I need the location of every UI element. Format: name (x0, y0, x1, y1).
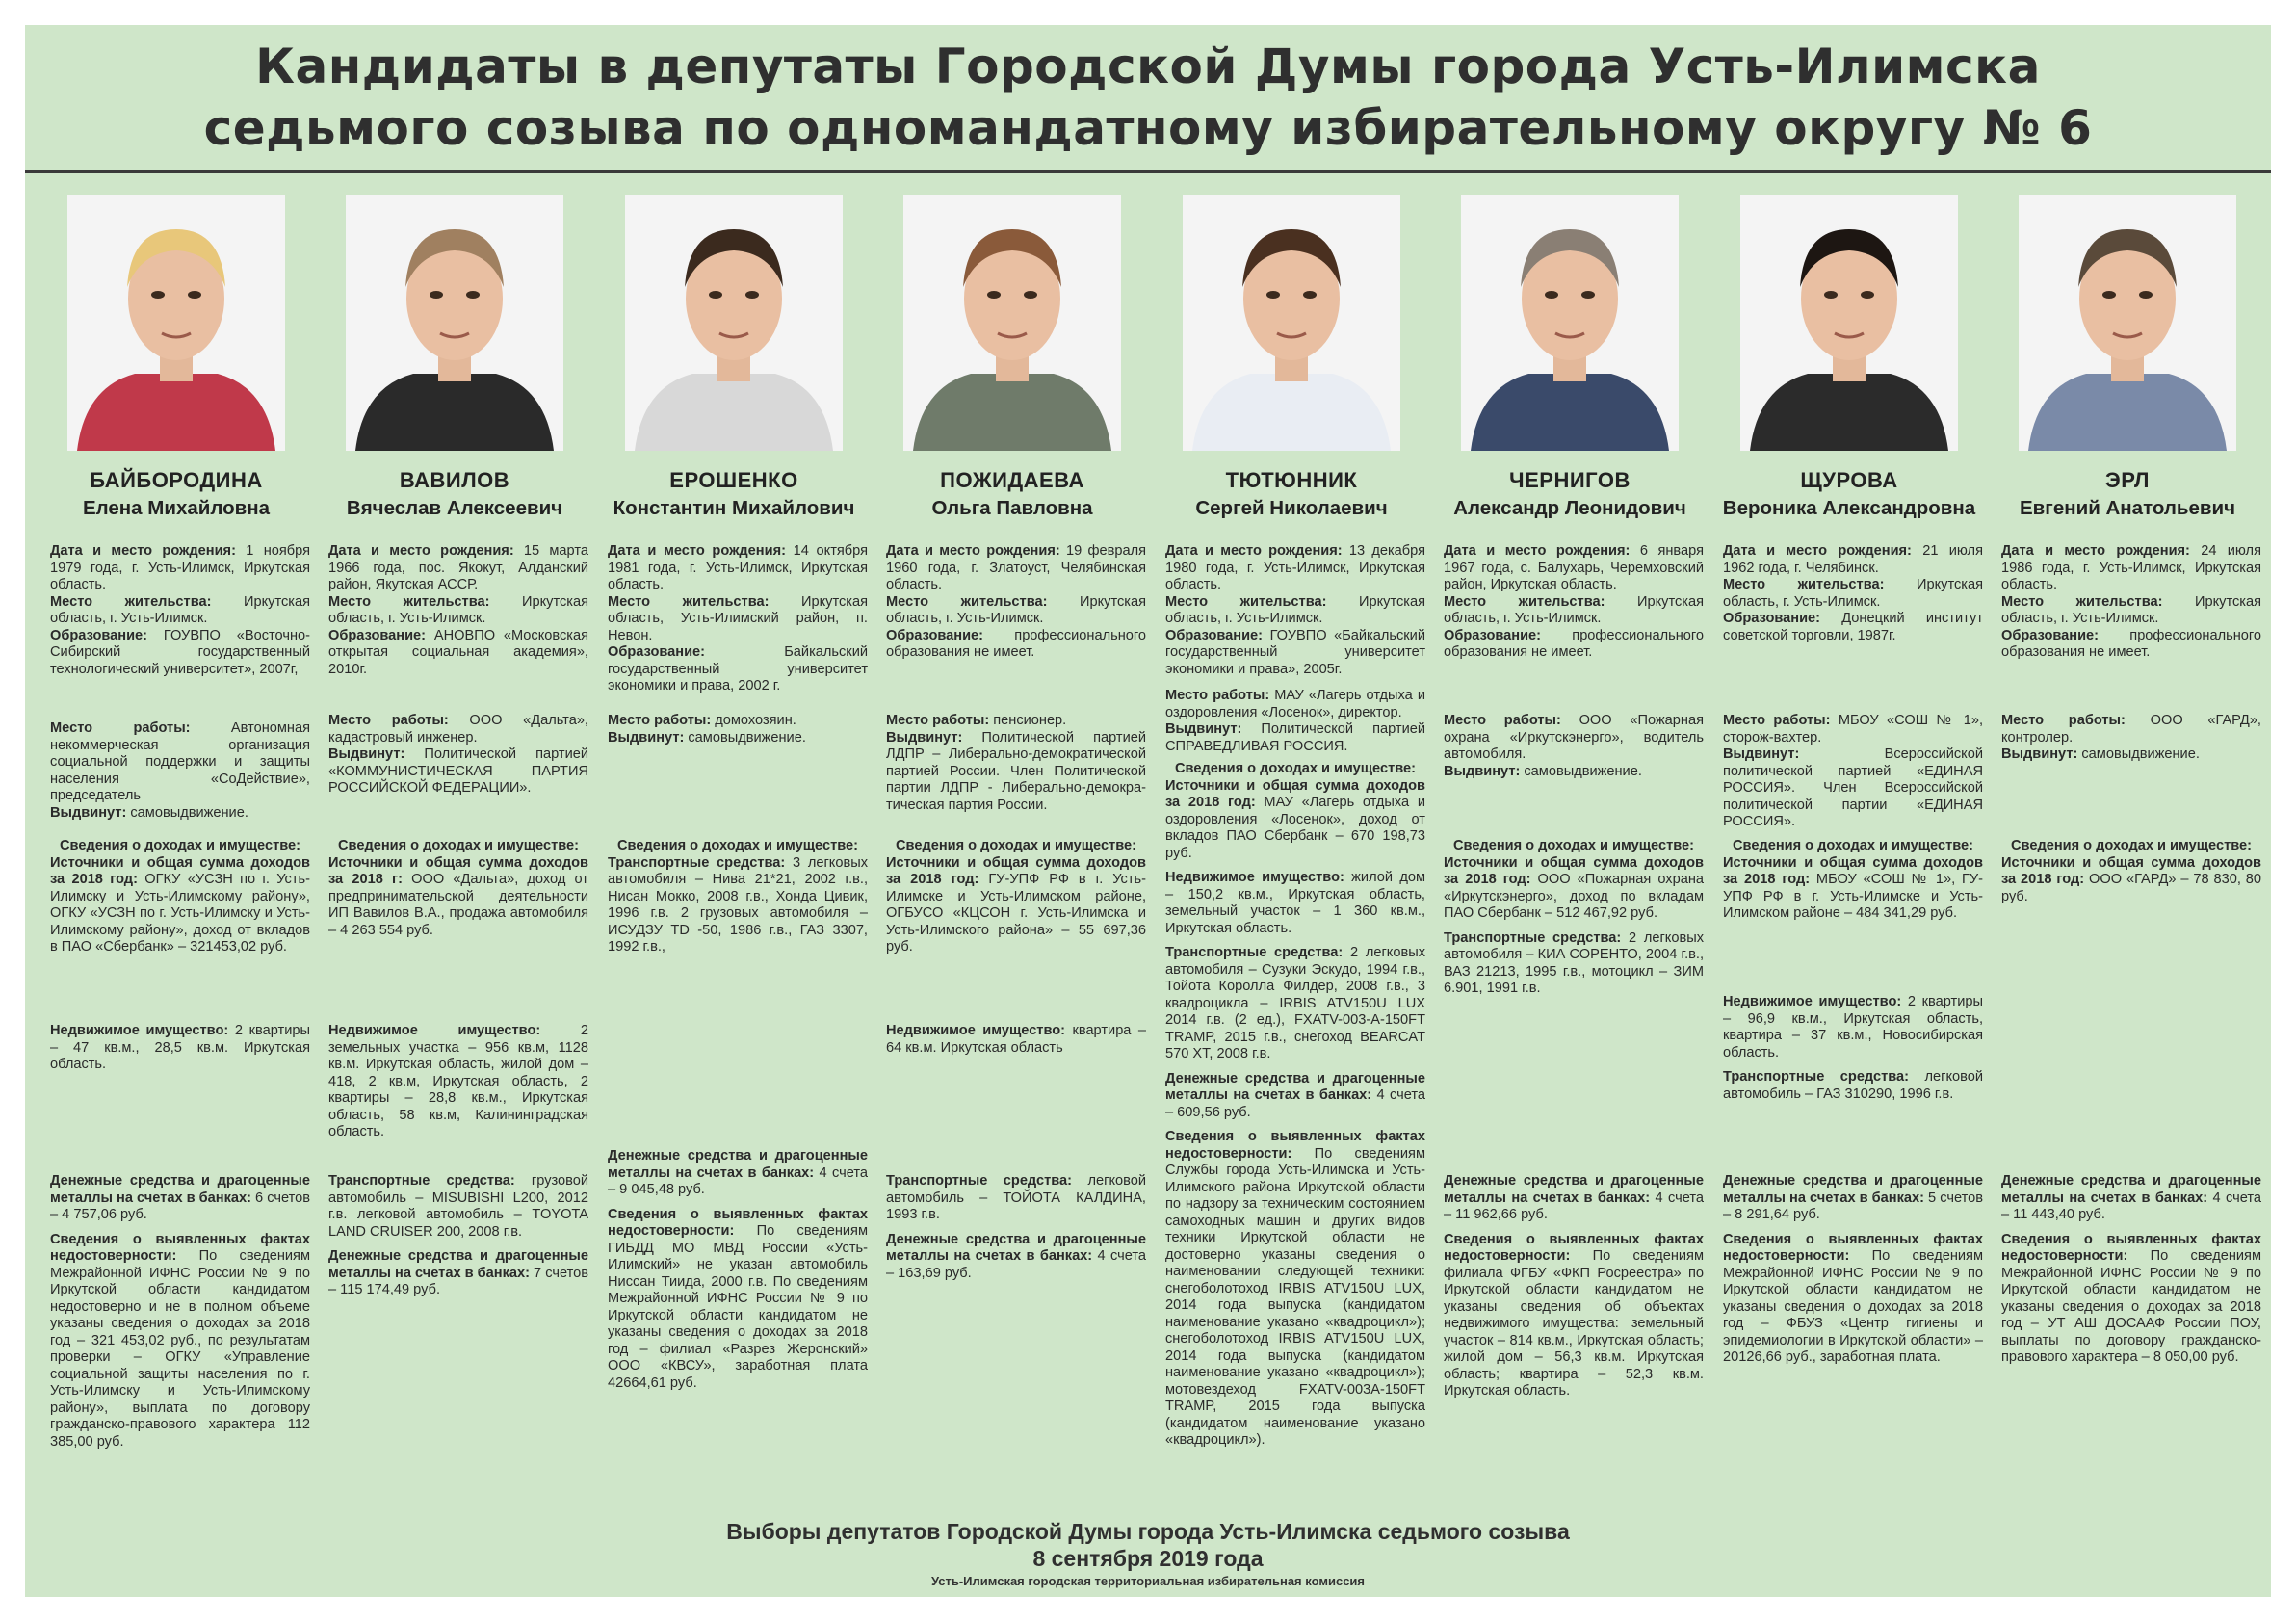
fact-label: Место жительства: (50, 593, 212, 610)
candidate-income-block (328, 838, 588, 939)
fact-label: Денежные средства и драгоценные металлы на счетах в банках: (1165, 1070, 1425, 1103)
candidate-income-block (2001, 838, 2261, 905)
candidate-income-block (608, 838, 868, 956)
candidate-fact (1165, 945, 1425, 1063)
candidate-fact (886, 1232, 1146, 1283)
fact-label: Недвижимое имущество: (50, 1023, 229, 1038)
fact-text: 19 февраля 1960 года, г. Златоуст, Челябинская область. (886, 543, 1146, 592)
candidate-bio-block (328, 543, 588, 678)
candidate-income-block (50, 838, 310, 956)
fact-text: 24 июля 1986 года, г. Усть-Илимск, Иркутская область. (2001, 543, 2261, 592)
fact-text: Иркутская область, г. Усть-Илимск. (886, 593, 1146, 626)
candidate-fact (50, 543, 310, 594)
candidate-fact (1444, 930, 1704, 998)
fact-label: Место жительства: (1723, 577, 1885, 592)
fact-label: Выдвинут: (608, 729, 685, 746)
candidate-bio-block (50, 543, 310, 678)
candidate-fact (1444, 713, 1704, 764)
candidate-fact (608, 1207, 868, 1393)
fact-label: Дата и место рождения: (1723, 543, 1912, 559)
fact-text: ОГКУ «УСЗН по г. Усть-Илимску и Усть-Илимскому району», ОГКУ «УСЗН по г. Усть-Илимску и Усть-Илимскому району», доход от вкладов в ПАО «Сбербанк» – 321453,02 руб. (50, 872, 310, 955)
candidate-work-block (2001, 713, 2261, 764)
candidate-fact (1165, 1129, 1425, 1450)
fact-label: Место жительства: (2001, 593, 2163, 610)
fact-text: Всероссийской политической партией «ЕДИНАЯ РОССИЯ». Член Всероссийской политической партии «ЕДИНАЯ РОССИЯ». (1723, 746, 1983, 829)
fact-label: Образование: (1165, 627, 1264, 643)
candidate-property-block (50, 1023, 310, 1074)
candidate-income-block (1444, 838, 1704, 998)
candidate-work-block (1165, 688, 1425, 755)
fact-text: пенсионер. (989, 713, 1067, 728)
candidate-money-block (1723, 1173, 1983, 1367)
poster-title-line1: Кандидаты в депутаты Городской Думы города Усть-Илимска (255, 39, 2041, 94)
fact-label: Место жительства: (608, 593, 770, 610)
candidate-fact (1723, 855, 1983, 923)
candidate-fact (1165, 1071, 1425, 1122)
fact-label: Источники и общая сумма доходов за 2018 год: (2001, 854, 2261, 887)
fact-text: профессионального образования не имеет. (1444, 627, 1704, 660)
candidate-photo (1740, 195, 1958, 451)
fact-text: По сведениям филиала ФГБУ «ФКП Росреестра» по Иркутской области кандидатом не указаны сведения об объектах недвижимого имущества: земельный участок – 814 кв.м., Иркутская область; жилой дом – 56,3 кв.м. Иркутская область; квартира – 52,3 кв.м. Иркутская область. (1444, 1248, 1704, 1399)
fact-text: жилой дом – 150,2 кв.м., Иркутская область, земельный участок – 1 360 кв.м., Иркутская область. (1165, 870, 1425, 936)
fact-label: Выдвинут: (1444, 763, 1521, 779)
fact-label: Дата и место рождения: (2001, 543, 2190, 559)
fact-text: ООО «Пожарная охрана «Иркутскэнерго», водитель автомобиля. (1444, 713, 1704, 762)
fact-label: Источники и общая сумма доходов за 2018 год: (50, 854, 310, 887)
fact-label: Дата и место рождения: (328, 543, 514, 559)
fact-text: 6 января 1967 года, с. Балухарь, Черемховский район, Иркутская область. (1444, 543, 1704, 592)
fact-text: самовыдвижение. (126, 804, 248, 821)
candidate-fact (1165, 594, 1425, 628)
candidate-given-name: Евгений Анатольевич (2020, 497, 2235, 519)
fact-text: самовыдвижение. (2077, 746, 2200, 762)
fact-text: ООО «Дальта», кадастровый инженер. (328, 713, 588, 746)
candidate-photo (903, 195, 1121, 451)
candidate-surname: ВАВИЛОВ (399, 468, 510, 492)
fact-text: 4 счета – 9 045,48 руб. (608, 1164, 869, 1197)
candidate-surname: ЭРЛ (2105, 468, 2150, 492)
fact-text: 7 счетов – 115 174,49 руб. (328, 1265, 588, 1297)
fact-text: 2 легковых автомобиля – КИА СОРЕНТО, 2004 г.в., ВАЗ 21213, 1995 г.в., мотоцикл – ЗИМ 6.901, 1991 г.в. (1444, 929, 1704, 996)
candidate-fact (1165, 721, 1425, 755)
fact-label: Дата и место рождения: (886, 543, 1060, 559)
fact-text: Донецкий институт советской торговли, 1987г. (1723, 611, 1983, 643)
candidate-fact (1444, 764, 1704, 781)
candidate-work-block (50, 720, 310, 822)
candidate-photo (67, 195, 285, 451)
fact-label: Выдвинут: (1165, 721, 1242, 737)
candidate-money-block (50, 1173, 310, 1451)
fact-text: 4 счета – 11 443,40 руб. (2001, 1190, 2262, 1222)
fact-label: Недвижимое имущество: (886, 1023, 1066, 1038)
candidate-card (42, 195, 310, 1533)
candidate-photo (2019, 195, 2236, 451)
fact-text: 2 легковых автомобиля – Сузуки Эскудо, 1994 г.в., Тойота Королла Филдер, 2008 г.в., 3 квадроцикла – IRBIS ATV150U LUX 2014 г.в. (2 ед.), FXATV-003-A-150FT TRAMP, 2015 г.в., снегоход BEARCAT 570 XT, 2008 г.в. (1165, 945, 1425, 1061)
poster-title-line2: седьмого созыва по одномандатному избирательному округу № 6 (203, 100, 2093, 156)
candidate-given-name: Константин Михайлович (613, 497, 855, 519)
candidate-fact (50, 855, 310, 956)
fact-label: Дата и место рождения: (1444, 543, 1631, 559)
candidate-fact (608, 730, 868, 747)
fact-text: Автономная некоммерческая организация социальной поддержки и защиты населения «СоДействие», председатель (50, 720, 310, 803)
fact-text: По сведениям ГИБДД МО МВД России «Усть-Илимский» не указан автомобиль Ниссан Тиида, 2000 г.в. По сведениям Межрайонной ИФНС России № 9 по Иркутской области кандидатом не указаны сведения о доходах за 2018 год – филиал «Разрез Жеронский» ООО «КВСУ», заработная плата 42664,61 руб. (608, 1223, 868, 1391)
income-heading: Сведения о доходах и имуществе: (896, 838, 1136, 853)
fact-label: Транспортные средства: (886, 1173, 1073, 1189)
fact-text: ООО «Пожарная охрана «Иркутскэнерго», доход по вкладам ПАО Сбербанк – 512 467,92 руб. (1444, 872, 1704, 921)
fact-text: Иркутская область, г. Усть-Илимск. (1165, 593, 1425, 626)
candidate-fact (1444, 1232, 1704, 1400)
candidate-fact (328, 543, 588, 594)
fact-label: Выдвинут: (50, 804, 127, 821)
candidate-fact (50, 720, 310, 805)
candidate-fact (328, 713, 588, 746)
fact-text: ООО «ГАРД», контролер. (2001, 713, 2261, 746)
fact-text: Иркутская область, г. Усть-Илимск. (50, 593, 310, 626)
candidate-photo (1183, 195, 1400, 451)
candidate-fact (2001, 594, 2261, 628)
candidate-fact (886, 543, 1146, 594)
income-heading: Сведения о доходах и имуществе: (60, 838, 300, 853)
fact-label: Денежные средства и драгоценные металлы на счетах в банках: (608, 1148, 868, 1181)
fact-label: Место работы: (50, 720, 191, 736)
fact-label: Сведения о выявленных фактах недостоверности: (1444, 1231, 1704, 1264)
candidate-surname: ПОЖИДАЕВА (940, 468, 1084, 492)
candidate-bio-block (1444, 543, 1704, 662)
fact-label: Сведения о выявленных фактах недостоверности: (1723, 1231, 1983, 1264)
candidate-fact (50, 628, 310, 679)
fact-text: грузовой автомобиль – MISUBISHI L200, 2012 г.в. легковой автомобиль – TOYOTA LAND CRUISER 200, 2008 г.в. (328, 1173, 588, 1240)
fact-label: Денежные средства и драгоценные металлы на счетах в банках: (50, 1173, 310, 1206)
fact-label: Образование: (328, 627, 427, 643)
fact-label: Транспортные средства: (1444, 929, 1622, 946)
candidate-fact (1444, 628, 1704, 662)
fact-label: Недвижимое имущество: (1723, 994, 1902, 1009)
candidate-photo (1461, 195, 1679, 451)
fact-text: квартира – 64 кв.м. Иркутская область (886, 1023, 1146, 1056)
candidate-fact (2001, 1173, 2261, 1224)
fact-label: Выдвинут: (886, 729, 963, 746)
fact-label: Место жительства: (886, 593, 1048, 610)
candidate-fact (328, 1023, 588, 1141)
candidate-property-block (1723, 994, 1983, 1103)
income-heading: Сведения о доходах и имуществе: (1733, 838, 1973, 853)
candidate-fact (2001, 713, 2261, 746)
candidate-work-block (608, 713, 868, 746)
candidate-fact (1723, 1069, 1983, 1103)
fact-text: Иркутская область, г. Усть-Илимск. (328, 593, 588, 626)
candidate-bio-block (1723, 543, 1983, 644)
candidate-fact (886, 713, 1146, 730)
candidate-fact (2001, 628, 2261, 662)
candidate-fact (608, 1148, 868, 1199)
fact-label: Недвижимое имущество: (328, 1023, 541, 1038)
candidate-card (1158, 195, 1425, 1533)
fact-text: профессионального образования не имеет. (2001, 627, 2261, 660)
candidate-given-name: Ольга Павловна (931, 497, 1093, 519)
fact-text: 2 земельных участка – 956 кв.м, 1128 кв.м. Иркутская область, жилой дом – 418, 2 кв.м, Иркутская область, 2 квартиры – 28,8 кв.м., Иркутская область, 58 кв.м, Калининградская область. (328, 1023, 588, 1139)
fact-label: Выдвинут: (1723, 746, 1800, 762)
candidate-income-block (1165, 761, 1425, 1450)
candidate-money-block (608, 1148, 868, 1392)
candidate-given-name: Александр Леонидович (1453, 497, 1686, 519)
candidate-fact (1723, 1173, 1983, 1224)
candidate-fact (1165, 870, 1425, 937)
fact-text: 6 счетов – 4 757,06 руб. (50, 1190, 310, 1222)
fact-text: Политической партией ЛДПР – Либерально-демократической партией России. Член Политической партии ЛДПР - Либерально-демокра-тическая партия России. (886, 729, 1146, 813)
fact-label: Образование: (1444, 627, 1542, 643)
footer-commission: Усть-Илимская городская территориальная избирательная комиссия (930, 1574, 1366, 1588)
candidate-fact (1444, 543, 1704, 594)
income-heading: Сведения о доходах и имуществе: (338, 838, 579, 853)
footer-line2: 8 сентября 2019 года (1032, 1546, 1264, 1571)
candidate-fact (886, 1023, 1146, 1057)
fact-label: Место работы: (2001, 713, 2126, 728)
fact-label: Источники и общая сумма доходов за 2018 год: (886, 854, 1146, 887)
fact-label: Место жительства: (1165, 593, 1327, 610)
fact-label: Источники и общая сумма доходов за 2018 год: (1723, 854, 1983, 887)
candidate-fact (328, 594, 588, 628)
fact-label: Дата и место рождения: (608, 543, 786, 559)
candidate-photo (346, 195, 563, 451)
fact-label: Источники и общая сумма доходов за 2018 г: (328, 854, 588, 887)
candidate-fact (328, 1173, 588, 1241)
fact-text: ГУ-УПФ РФ в г. Усть-Илимске и Усть-Илимском районе, ОГБУСО «КЦСОН г. Усть-Илимска и Усть-Илимского района» – 55 697,36 руб. (886, 872, 1146, 955)
candidate-money-block (328, 1173, 588, 1299)
fact-label: Образование: (1723, 611, 1821, 626)
fact-text: МБОУ «СОШ № 1», сторож-вахтер. (1723, 713, 1983, 746)
candidate-fact (1165, 778, 1425, 863)
fact-text: домохозяин. (711, 713, 796, 728)
candidate-fact (1444, 594, 1704, 628)
fact-text: профессионального образования не имеет. (886, 627, 1146, 660)
fact-text: Иркутская область, Усть-Илимский район, п. Невон. (608, 593, 868, 643)
fact-label: Место работы: (886, 713, 990, 728)
fact-label: Денежные средства и драгоценные металлы на счетах в банках: (328, 1248, 588, 1281)
candidate-fact (886, 730, 1146, 815)
fact-text: Политической партией «КОММУНИСТИЧЕСКАЯ ПАРТИЯ РОССИЙСКОЙ ФЕДЕРАЦИИ». (328, 746, 588, 796)
candidate-fact (328, 628, 588, 679)
candidate-fact (50, 805, 310, 823)
candidate-fact (50, 594, 310, 628)
candidate-fact (1723, 994, 1983, 1061)
fact-text: 13 декабря 1980 года, г. Усть-Илимск, Иркутская область. (1165, 543, 1425, 592)
candidate-fact (2001, 543, 2261, 594)
fact-text: 1 ноября 1979 года, г. Усть-Илимск, Иркутская область. (50, 543, 310, 592)
fact-text: 4 счета – 163,69 руб. (886, 1248, 1147, 1281)
fact-label: Источники и общая сумма доходов за 2018 год: (1444, 854, 1704, 887)
fact-text: Политической партией СПРАВЕДЛИВАЯ РОССИЯ. (1165, 721, 1425, 754)
candidate-card (321, 195, 588, 1533)
candidate-fact (1723, 713, 1983, 746)
fact-text: Иркутская область, г. Усть-Илимск. (1723, 577, 1983, 610)
fact-label: Образование: (50, 627, 148, 643)
candidate-fact (2001, 855, 2261, 906)
fact-label: Место работы: (1723, 713, 1831, 728)
candidate-fact (50, 1023, 310, 1074)
fact-text: 2 квартиры – 47 кв.м., 28,5 кв.м. Иркутская область. (50, 1023, 310, 1072)
fact-text: ГОУВПО «Байкальский государственный университет экономики и права», 2005г. (1165, 627, 1425, 677)
candidate-fact (608, 855, 868, 956)
candidate-work-block (886, 713, 1146, 814)
fact-label: Дата и место рождения: (1165, 543, 1343, 559)
candidate-card (1715, 195, 1983, 1533)
candidate-surname: ТЮТЮННИК (1225, 468, 1358, 492)
income-heading: Сведения о доходах и имуществе: (1453, 838, 1694, 853)
candidate-fact (1723, 746, 1983, 831)
candidate-photo (625, 195, 843, 451)
candidate-fact (328, 1248, 588, 1299)
candidate-fact (1165, 628, 1425, 679)
fact-text: МАУ «Лагерь отдыха и оздоровления «Лосенок», доход от вкладов ПАО Сбербанк – 670 198,73 руб. (1165, 795, 1426, 861)
fact-text: Иркутская область, г. Усть-Илимск. (1444, 593, 1704, 626)
candidate-bio-block (886, 543, 1146, 662)
fact-label: Сведения о выявленных фактах недостоверности: (50, 1231, 310, 1264)
candidate-given-name: Вячеслав Алексеевич (346, 497, 563, 519)
candidate-fact (1723, 611, 1983, 644)
fact-text: Байкальский государственный университет экономики и права, 2002 г. (608, 644, 868, 693)
candidate-card (1994, 195, 2261, 1533)
fact-label: Выдвинут: (328, 746, 405, 762)
fact-label: Транспортные средства: (608, 854, 786, 871)
fact-label: Место работы: (608, 713, 712, 728)
candidate-work-block (1444, 713, 1704, 780)
candidate-given-name: Сергей Николаевич (1195, 497, 1388, 519)
candidate-bio-block (608, 543, 868, 695)
fact-label: Место работы: (1165, 688, 1270, 703)
candidate-fact (1723, 1232, 1983, 1367)
fact-text: 3 легковых автомобиля – Нива 21*21, 2002 г.в., Нисан Мокко, 2008 г.в., Хонда Цивик, 1996 г.в. 2 грузовых автомобиля – ИСУДЗУ TD -50, 1986 г.в., ГАЗ 3307, 1992 г.в., (608, 854, 868, 955)
candidate-fact (608, 644, 868, 695)
fact-text: 15 марта 1966 года, пос. Якокут, Алданский район, Якутская АССР. (328, 543, 588, 592)
fact-text: АНОВПО «Московская открытая социальная академия», 2010г. (328, 627, 588, 677)
fact-text: легковой автомобиль – ГАЗ 310290, 1996 г.в. (1723, 1069, 1983, 1102)
candidate-surname: БАЙБОРОДИНА (90, 468, 263, 492)
poster (25, 25, 2271, 1597)
fact-label: Дата и место рождения: (50, 543, 236, 559)
candidate-money-block (1444, 1173, 1704, 1400)
fact-text: По сведениям Межрайонной ИФНС России № 9 по Иркутской области кандидатом не указаны сведения о доходах за 2018 год – ФБУЗ «Центр гигиены и эпидемиологии в Иркутской области» – 20126,66 руб., заработная плата. (1723, 1248, 1983, 1365)
fact-label: Образование: (2001, 627, 2100, 643)
candidate-fact (886, 1173, 1146, 1224)
fact-label: Сведения о выявленных фактах недостоверности: (608, 1206, 868, 1239)
fact-text: 2 квартиры – 96,9 кв.м., Иркутская область, квартира – 37 кв.м., Новосибирская область. (1723, 994, 1983, 1060)
fact-label: Образование: (886, 627, 984, 643)
fact-label: Место работы: (1444, 713, 1561, 728)
candidate-fact (1165, 543, 1425, 594)
fact-label: Место работы: (328, 713, 449, 728)
fact-label: Место жительства: (1444, 593, 1605, 610)
fact-text: По сведениям Межрайонной ИФНС России № 9 по Иркутской области кандидатом не указаны сведения о доходах за 2018 год – УТ АШ ДОСААФ России ПОУ, выплаты по договору гражданско-правового характера – 8 050,00 руб. (2001, 1248, 2261, 1365)
fact-label: Транспортные средства: (328, 1173, 515, 1189)
candidate-bio-block (1165, 543, 1425, 678)
candidate-income-block (886, 838, 1146, 956)
fact-text: самовыдвижение. (684, 729, 806, 746)
fact-text: 21 июля 1962 года, г. Челябинск. (1723, 543, 1983, 576)
candidate-fact (886, 628, 1146, 662)
candidate-fact (1165, 688, 1425, 721)
poster-header (25, 25, 2271, 173)
fact-label: Сведения о выявленных фактах недостоверности: (1165, 1129, 1425, 1162)
candidate-property-block (886, 1023, 1146, 1057)
fact-label: Транспортные средства: (1165, 945, 1344, 960)
candidate-bio-block (2001, 543, 2261, 662)
candidate-fact (50, 1232, 310, 1452)
candidate-card (878, 195, 1146, 1533)
fact-label: Денежные средства и драгоценные металлы на счетах в банках: (2001, 1173, 2261, 1206)
fact-text: МБОУ «СОШ № 1», ГУ-УПФ РФ в г. Усть-Илимске и Усть-Илимском районе – 484 341,29 руб. (1723, 872, 1984, 921)
candidate-fact (886, 855, 1146, 956)
fact-label: Денежные средства и драгоценные металлы на счетах в банках: (1723, 1173, 1983, 1206)
footer-line1: Выборы депутатов Городской Думы города Усть-Илимска седьмого созыва (726, 1519, 1570, 1544)
income-heading: Сведения о доходах и имуществе: (1175, 761, 1416, 776)
fact-label: Недвижимое имущество: (1165, 870, 1344, 885)
candidate-fact (1723, 577, 1983, 611)
fact-text: Иркутская область, г. Усть-Илимск. (2001, 593, 2261, 626)
candidate-work-block (328, 713, 588, 798)
candidate-surname: ЕРОШЕНКО (669, 468, 798, 492)
fact-text: МАУ «Лагерь отдыха и оздоровления «Лосенок», директор. (1165, 688, 1426, 720)
fact-text: 4 счета – 11 962,66 руб. (1444, 1190, 1705, 1222)
fact-text: ООО «ГАРД» – 78 830, 80 руб. (2001, 872, 2261, 904)
fact-text: 5 счетов – 8 291,64 руб. (1723, 1190, 1983, 1222)
candidate-fact (608, 713, 868, 730)
candidate-work-block (1723, 713, 1983, 831)
fact-text: По сведениям Межрайонной ИФНС России № 9 по Иркутской области кандидатом недостоверно и не в полном объеме указаны сведения о доходах за 2018 год – 321 453,02 руб., по результатам проверки – ОГКУ «Управление социальной защиты населения по г. Усть-Илимску и Усть-Илимскому району», выплата по договору гражданско-правового характера 112 385,00 руб. (50, 1248, 310, 1450)
fact-label: Транспортные средства: (1723, 1069, 1910, 1085)
fact-label: Денежные средства и драгоценные металлы на счетах в банках: (1444, 1173, 1704, 1206)
candidate-card (600, 195, 868, 1533)
candidate-fact (1444, 1173, 1704, 1224)
candidate-fact (2001, 746, 2261, 764)
candidate-card (1436, 195, 1704, 1533)
fact-label: Образование: (608, 644, 706, 660)
fact-label: Выдвинут: (2001, 746, 2078, 762)
candidate-fact (886, 594, 1146, 628)
candidate-fact (328, 746, 588, 798)
fact-text: По сведениям Службы города Усть-Илимска и Усть-Илимского района Иркутской области по надзору за техническим состоянием самоходных машин и других видов техники Иркутской области не достоверно указаны сведения о наименовании следующей техники: снегоболотоход IRBIS ATV150U LUX, 2014 года выпуска (кандидатом наименование указано «квадроцикл»); снегоболотоход IRBIS ATV150U LUX, 2014 года выпуска (кандидатом наименование указано «квадроцикл»); мотовездеход FXATV-003A-150FT TRAMP, 2015 года выпуска (кандидатом наименование указано «квадроцикл»). (1165, 1145, 1425, 1448)
candidate-fact (1723, 543, 1983, 577)
footer-election-title (25, 1518, 2271, 1572)
candidate-fact (608, 594, 868, 645)
candidate-money-block (2001, 1173, 2261, 1367)
candidate-given-name: Елена Михайловна (82, 497, 271, 519)
candidate-fact (1444, 855, 1704, 923)
candidate-surname: ЧЕРНИГОВ (1509, 468, 1631, 492)
candidate-fact (50, 1173, 310, 1224)
candidate-fact (2001, 1232, 2261, 1367)
income-heading: Сведения о доходах и имуществе: (617, 838, 858, 853)
candidate-given-name: Вероника Александровна (1722, 497, 1976, 519)
income-heading: Сведения о доходах и имуществе: (2011, 838, 2252, 853)
candidate-fact (608, 543, 868, 594)
candidate-surname: ЩУРОВА (1800, 468, 1898, 492)
fact-text: самовыдвижение. (1520, 763, 1642, 779)
fact-text: ГОУВПО «Восточно-Сибирский государственный технологический университет», 2007г, (50, 627, 310, 677)
fact-text: 4 счета – 609,56 руб. (1165, 1087, 1426, 1120)
fact-text: 14 октября 1981 года, г. Усть-Илимск, Иркутская область. (608, 543, 868, 592)
candidate-income-block (1723, 838, 1983, 923)
fact-label: Место жительства: (328, 593, 490, 610)
fact-label: Источники и общая сумма доходов за 2018 год: (1165, 777, 1425, 810)
fact-text: ООО «Дальта», доход от предпринимательской деятельности ИП Вавилов В.А., продажа автомобиля – 4 263 554 руб. (328, 872, 588, 938)
candidate-fact (328, 855, 588, 940)
fact-label: Сведения о выявленных фактах недостоверности: (2001, 1231, 2261, 1264)
fact-label: Денежные средства и драгоценные металлы на счетах в банках: (886, 1231, 1146, 1264)
candidate-property-block (328, 1023, 588, 1141)
candidate-money-block (886, 1173, 1146, 1282)
fact-text: легковой автомобиль – ТОЙОТА КАЛДИНА, 1993 г.в. (886, 1173, 1146, 1222)
